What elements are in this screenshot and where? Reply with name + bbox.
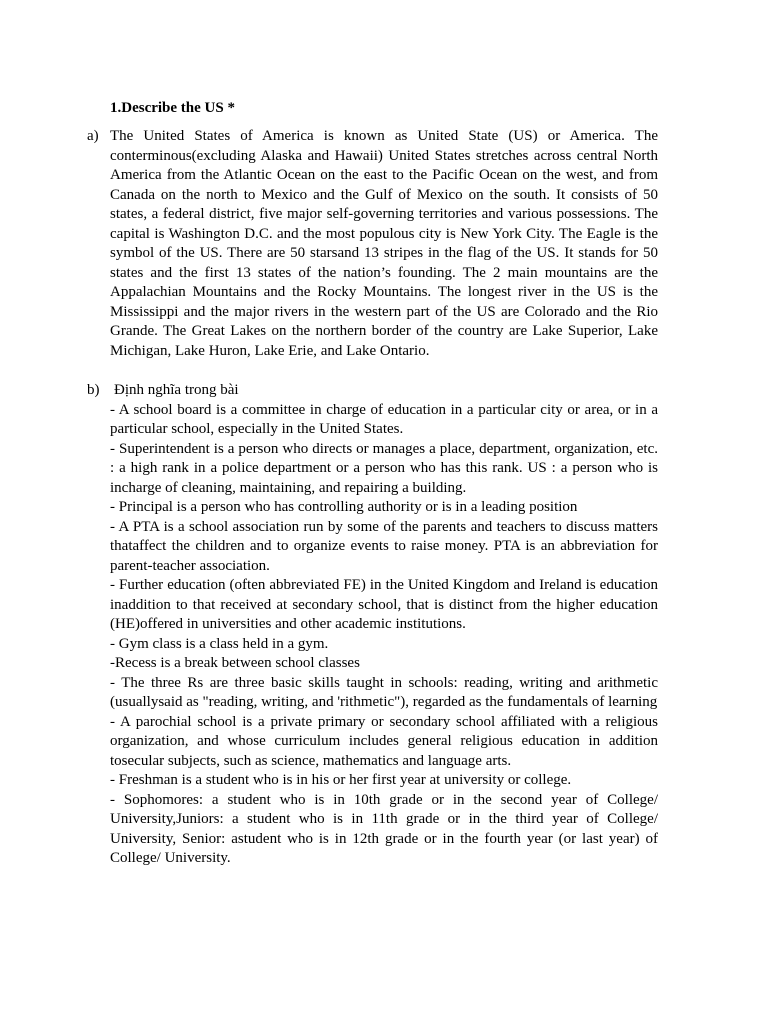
section-a-marker: a) [87,128,99,144]
section-a-paragraph: The United States of America is known as United State (US) or America. The conterminous(excluding Alaska and Hawaii) United States stretches across central North America from the Atlantic Ocean on the east to the Pacific Ocean on the west, and from Canada on the north to Mexico and the Gulf of Mexico on the south. It consists of 50 states, a federal district, five major self-governing territories and various possessions. The capital is Washington D.C. and the most populous city is New York City. The Eagle is the symbol of the US. There are 50 starsand 13 stripes in the flag of the US. It stands for 50 states and the first 13 states of the nation’s founding. The 2 main mountains are the Appalachian Mountains and the Rocky Mountains. The longest river in the US is the Mississippi and the major rivers in the western part of the US are Colorado and the Rio Grande. The Great Lakes on the northern border of the country are Lake Superior, Lake Michigan, Lake Huron, Lake Erie, and Lake Ontario. [110,128,658,359]
definition-principal: - Principal is a person who has controlling authority or is in a leading position [110,499,578,515]
definition-parochial-school: - A parochial school is a private primary or secondary school affiliated with a religious organization, and whose curriculum includes general religious education in addition tosecular subjects, such as science, mathematics and language arts. [110,713,658,769]
definition-sophomores-juniors-seniors: - Sophomores: a student who is in 10th grade or in the second year of College/ University,Juniors: a student who is in 11th grade or in the third year of College/ University, Senior: astudent who is in 12th grade or in the fourth year (or last year) of College/ University. [110,791,658,866]
definition-three-rs: - The three Rs are three basic skills taught in schools: reading, writing and arithmetic (usuallysaid as "reading, writing, and 'rithmetic"), regarded as the fundamentals of learning [110,674,658,710]
definition-recess: -Recess is a break between school classes [110,655,360,671]
definition-freshman: - Freshman is a student who is in his or her first year at university or college. [110,772,572,788]
definition-pta: - A PTA is a school association run by some of the parents and teachers to discuss matters thataffect the children and to organize events to raise money. PTA is an abbreviation for parent-teacher association. [110,518,658,574]
definition-school-board: - A school board is a committee in charge of education in a particular city or area, or in a particular school, especially in the United States. [110,401,658,437]
definition-superintendent: - Superintendent is a person who directs or manages a place, department, organization, etc. : a high rank in a police department or a person who has this rank. US : a person who is incharge of cleaning, maintaining, and repairing a building. [110,440,658,496]
definition-gym-class: - Gym class is a class held in a gym. [110,635,329,652]
section-b-title: Định nghĩa trong bài [114,382,239,398]
definition-list [110,401,658,869]
page-heading: 1.Describe the US * [110,100,235,116]
section-b-marker: b) [87,382,100,398]
definition-further-education: - Further education (often abbreviated FE) in the United Kingdom and Ireland is education inaddition to that received at secondary school, that is distinct from the higher education (HE)offered in universities and other academic institutions. [110,577,658,632]
